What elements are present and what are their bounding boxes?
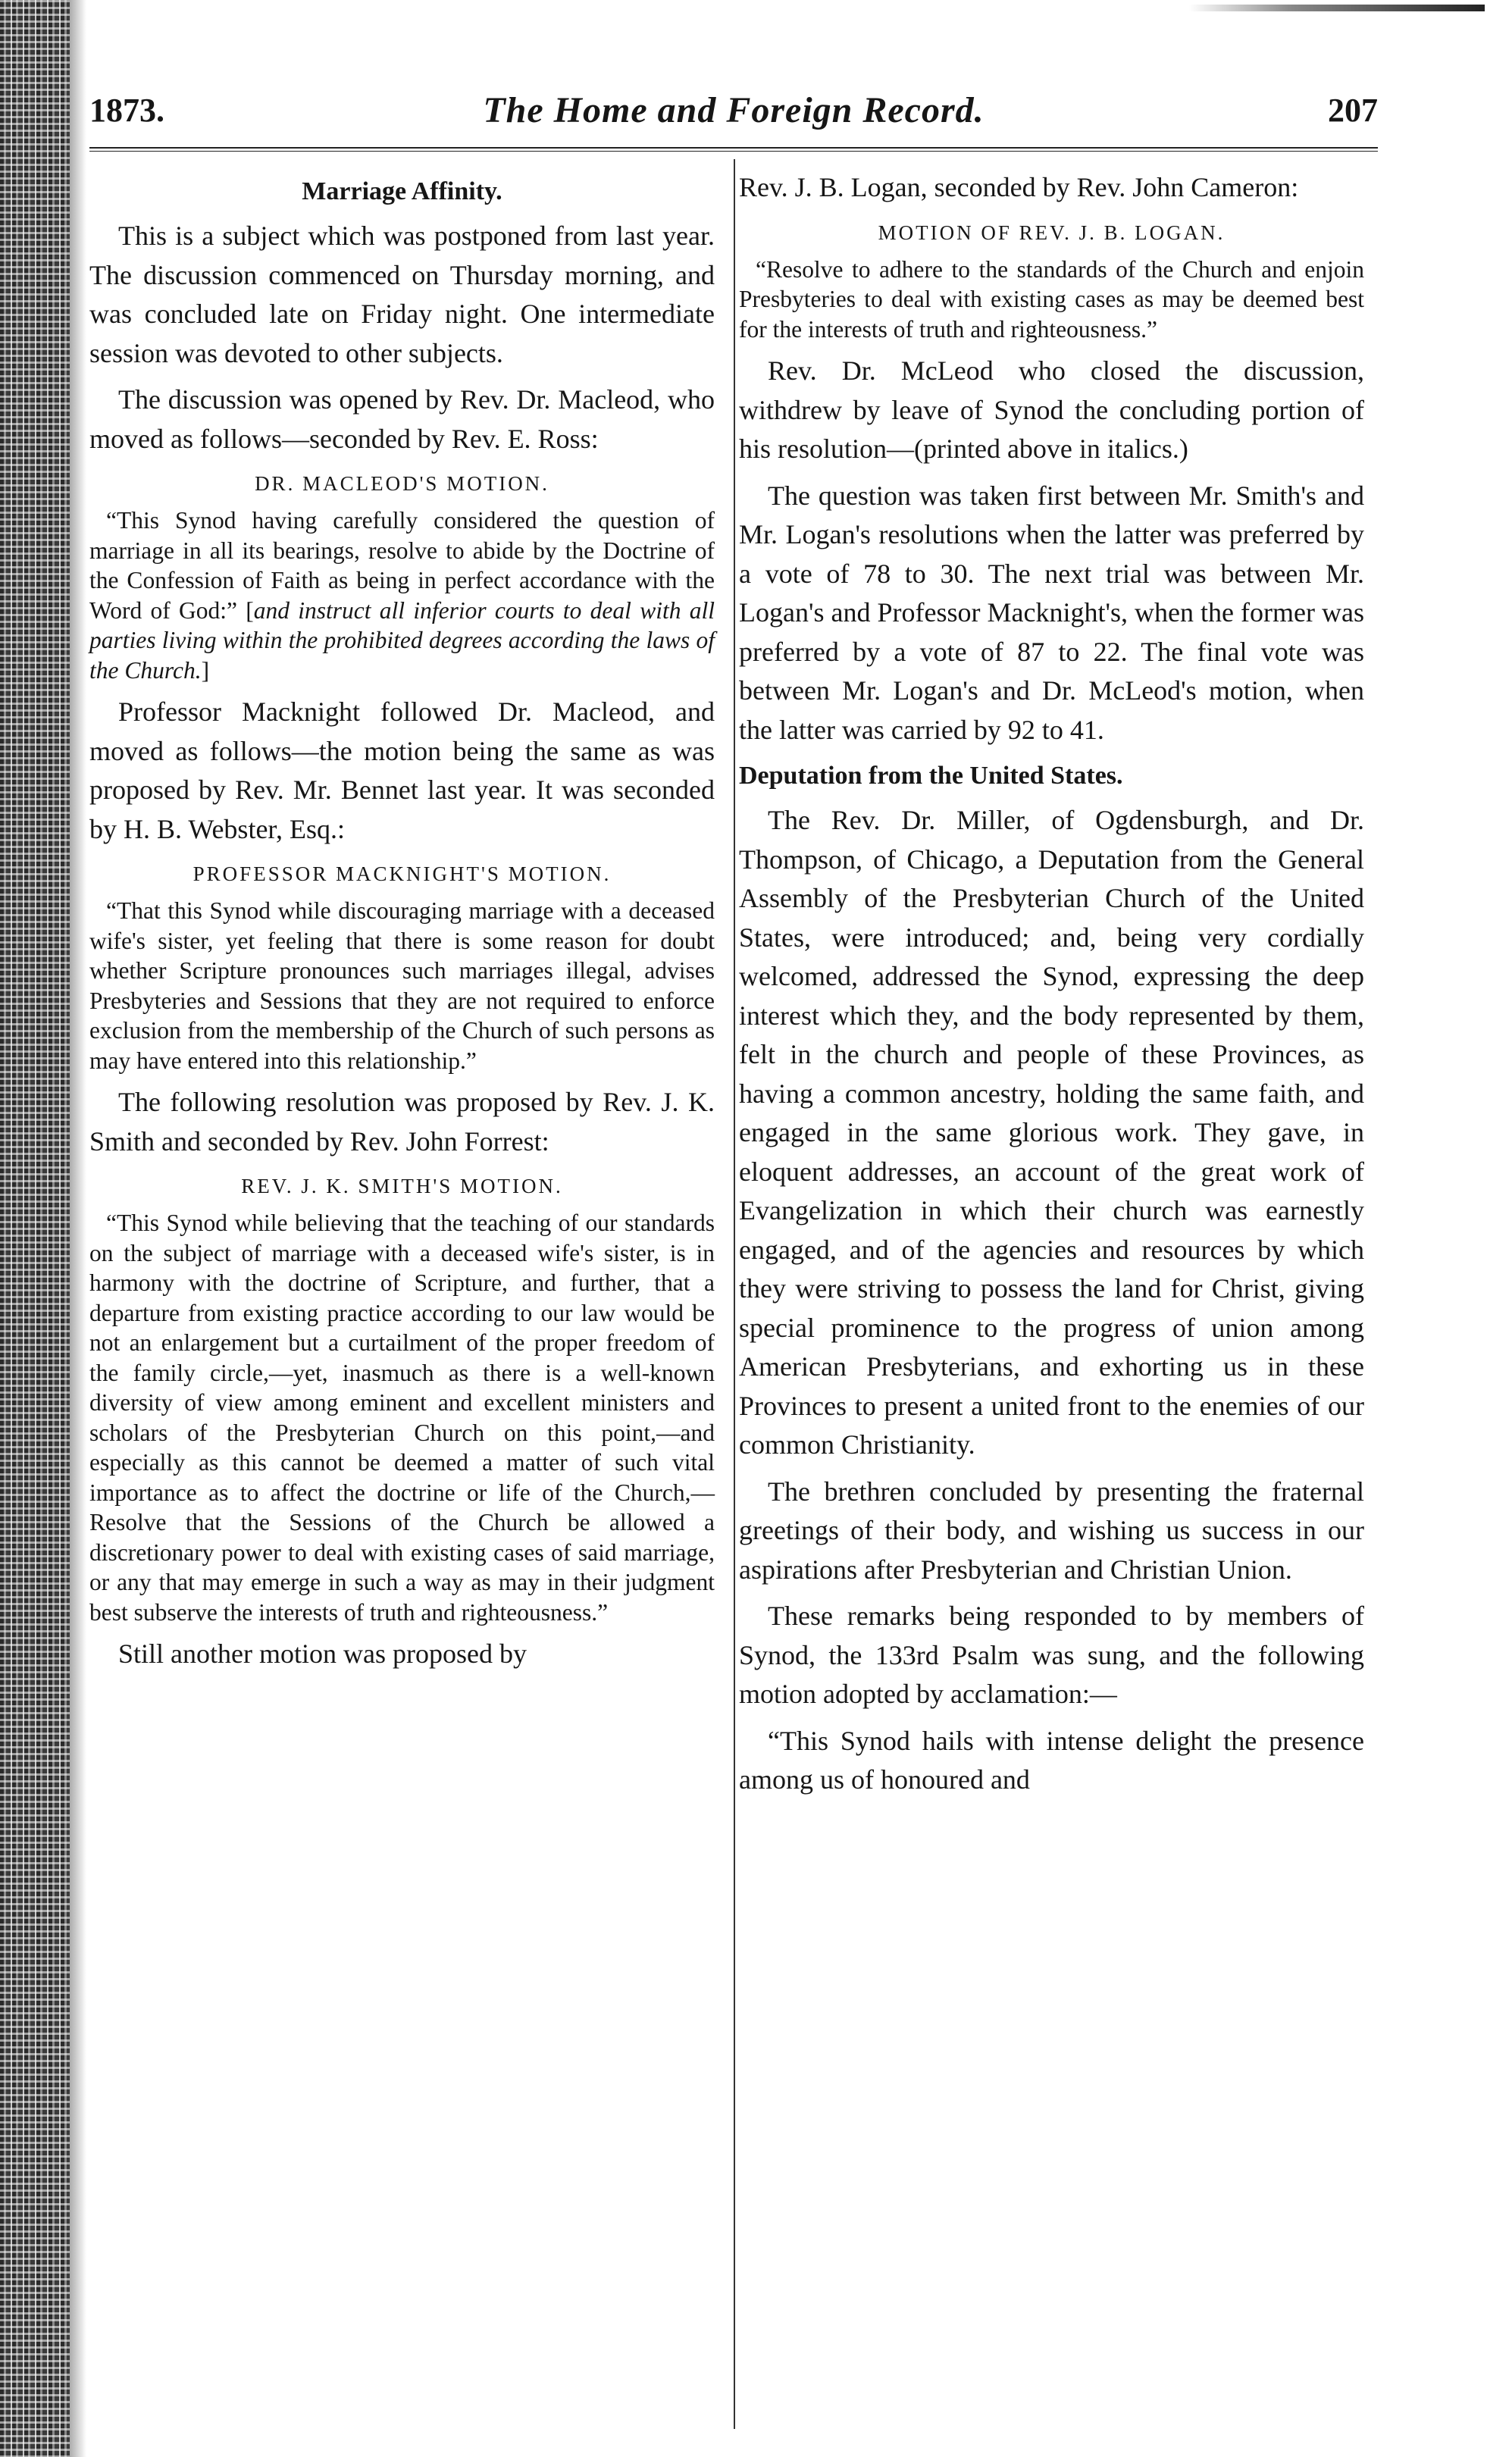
motion-text-plain: “This Synod having carefully considered the question of marriage in all its bearings, resolve to abide by the Doctrine of the Confession of Faith as being in perfect accordance with the Word of God:” [ [89, 507, 715, 624]
paragraph: Rev. Dr. McLeod who closed the discussion, withdrew by leave of Synod the concluding portion of his resolution—(printed above in italics.) [739, 355, 1364, 464]
paragraph: The Rev. Dr. Miller, of Ogdensburgh, and Dr. Thompson, of Chicago, a Deputation from the General Assembly of the Presbyterian Church of the United States, were introduced; and, being very cordially welcomed, addressed the Synod, expressing the deep interest which they, and the body represented by them, felt in the church and people of these Provinces, as having a common ancestry, holding the same faith, and engaged in the same glorious work. They gave, in eloquent addresses, an account of the great work of Evangelization in which their church was earnestly engaged, and of the agencies and resources by which they were striving to possess the land for Christ, giving special prominence to the progress of union among American Presbyterians, and exhorting us in these Provinces to present a united front to the enemies of our common Christianity. [739, 805, 1364, 1460]
paragraph: The question was taken first between Mr. Smith's and Mr. Logan's resolutions when the latter was preferred by a vote of 78 to 30. The next trial was between Mr. Logan's and Professor Macknight's, when the former was preferred by a vote of 87 to 22. The final vote was between Mr. Logan's and Dr. McLeod's motion, when the latter was carried by 92 to 41. [739, 480, 1364, 745]
section-heading-deputation: Deputation from the United States. [739, 762, 1123, 790]
paragraph: Professor Macknight followed Dr. Macleod, and moved as follows—the motion being the same as was proposed by Rev. Mr. Bennet last year. It was seconded by H. B. Webster, Esq.: [89, 696, 715, 844]
paragraph: Still another motion was proposed by [118, 1639, 527, 1669]
paragraph: This is a subject which was postponed from last year. The discussion commenced on Thursday morning, and was concluded late on Friday night. One intermediate session was devoted to other subjects. [89, 221, 715, 368]
motion-heading-logan: MOTION OF REV. J. B. LOGAN. [878, 221, 1226, 244]
left-column [89, 168, 715, 1682]
motion-text-italic: and instruct all inferior courts to deal with all parties living within the prohibited degrees according the laws of the Church. [89, 596, 715, 684]
paragraph: The following resolution was proposed by Rev. J. K. Smith and seconded by Rev. John Forrest: [89, 1087, 715, 1157]
motion-heading-macleod: DR. MACLEOD'S MOTION. [255, 472, 549, 495]
motion-heading-smith: REV. J. K. SMITH'S MOTION. [241, 1175, 563, 1197]
page-number: 207 [1328, 92, 1378, 129]
top-edge-mark [1189, 5, 1485, 11]
motion-text-smith: “This Synod while believing that the teaching of our standards on the subject of marriage with a deceased wife's sister, is in harmony with the doctrine of Scripture, and further, that a departure from existing practice according to our law would be not an enlargement but a curtailment of the proper freedom of the family circle,—yet, inasmuch as there is a well-known diversity of view among eminent and excellent ministers and scholars of the Presbyterian Church on this point,—and especially as this cannot be deemed a matter of such vital importance as to affect the doctrine or life of the Church,—Resolve that the Sessions of the Church be allowed a discretionary power to deal with existing cases of said marriage, or any that may emerge in such a way as may in their judgment best subserve the interests of truth and righteousness.” [89, 1210, 715, 1626]
motion-text-logan: “Resolve to adhere to the standards of the Church and enjoin Presbyteries to deal with existing cases as may be deemed best for the interests of truth and righteousness.” [739, 255, 1364, 343]
paragraph: “This Synod hails with intense delight the presence among us of honoured and [739, 1725, 1364, 1795]
motion-heading-macknight: PROFESSOR MACKNIGHT'S MOTION. [193, 862, 612, 885]
header-rule [89, 147, 1378, 152]
motion-text-macleod [89, 505, 715, 685]
book-spine-edge [0, 0, 70, 2457]
paragraph: Rev. J. B. Logan, seconded by Rev. John Cameron: [739, 172, 1299, 202]
paragraph: These remarks being responded to by members of Synod, the 133rd Psalm was sung, and the following motion adopted by acclamation:— [739, 1601, 1364, 1709]
header-year: 1873. [89, 92, 164, 129]
paragraph: The brethren concluded by presenting the fraternal greetings of their body, and wishing us success in our aspirations after Presbyterian and Christian Union. [739, 1476, 1364, 1585]
motion-text-bracket: ] [201, 656, 210, 684]
running-header [89, 83, 1378, 138]
section-heading-marriage-affinity: Marriage Affinity. [302, 177, 502, 205]
column-divider [734, 159, 735, 2429]
paragraph: The discussion was opened by Rev. Dr. Macleod, who moved as follows—seconded by Rev. E. Ross: [89, 384, 715, 454]
motion-text-macknight: “That this Synod while discouraging marriage with a deceased wife's sister, yet feeling that there is some reason for doubt whether Scripture pronounces such marriages illegal, advises Presbyteries and Sessions that they are not required to enforce exclusion from the membership of the Church of such persons as may have entered into this relationship.” [89, 897, 715, 1074]
journal-title: The Home and Foreign Record. [483, 90, 985, 130]
right-column [739, 168, 1364, 1808]
